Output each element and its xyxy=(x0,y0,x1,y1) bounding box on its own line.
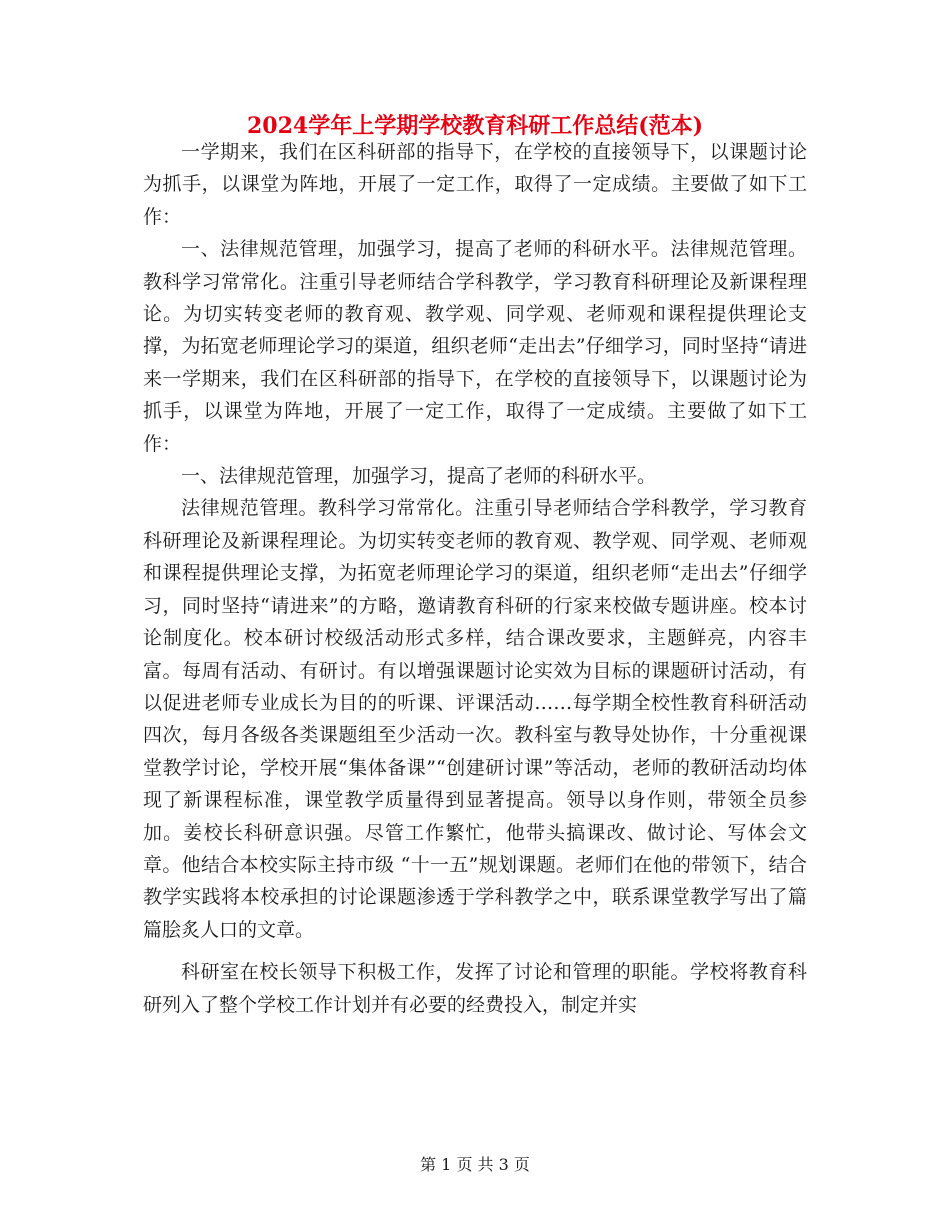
document-title: 2024学年上学期学校教育科研工作总结(范本) xyxy=(246,113,704,139)
page-number-footer: 第 1 页 共 3 页 xyxy=(420,1155,530,1174)
paragraph-intro: 一学期来，我们在区科研部的指导下，在学校的直接领导下，以课题讨论为抓手，以课堂为阵地，开展了一定工作，取得了一定成绩。主要做了如下工作： xyxy=(143,141,807,228)
paragraph-research-office: 科研室在校长领导下积极工作，发挥了讨论和管理的职能。学校将教育科研列入了整个学校工作计划并有必要的经费投入，制定并实 xyxy=(143,961,807,1016)
paragraph-management: 法律规范管理。教科学习常常化。注重引导老师结合学科教学，学习教育科研理论及新课程理论。为切实转变老师的教育观、教学观、同学观、老师观和课程提供理论支撑，为拓宽老师理论学习的渠道，组织老师“走出去”仔细学习，同时坚持“请进来”的方略，邀请教育科研的行家来校做专题讲座。校本讨论制度化。校本研讨校级活动形式多样，结合课改要求，主题鲜亮，内容丰富。每周有活动、有研讨。有以增强课题讨论实效为目标的课题研讨活动，有以促进老师专业成长为目的的听课、评课活动……每学期全校性教育科研活动四次，每月各级各类课题组至少活动一次。教科室与教导处协作，十分重视课堂教学讨论，学校开展“集体备课”“创建研讨课”等活动，老师的教研活动均体现了新课程标准，课堂教学质量得到显著提高。领导以身作则，带领全员参加。姜校长科研意识强。尽管工作繁忙，他带头搞课改、做讨论、写体会文章。他结合本校实际主持市级 “十一五”规划课题。老师们在他的带领下，结合教学实践将本校承担的讨论课题渗透于学科教学之中，联系课堂教学写出了篇篇脍炙人口的文章。 xyxy=(143,497,807,941)
document-body xyxy=(143,136,807,1021)
paragraph-section-one-heading: 一、法律规范管理，加强学习，提高了老师的科研水平。 xyxy=(181,465,657,488)
paragraph-section-one: 一、法律规范管理，加强学习，提高了老师的科研水平。法律规范管理。教科学习常常化。注重引导老师结合学科教学，学习教育科研理论及新课程理论。为切实转变老师的教育观、教学观、同学观、老师观和课程提供理论支撑，为拓宽老师理论学习的渠道，组织老师“走出去”仔细学习，同时坚持“请进来一学期来，我们在区科研部的指导下，在学校的直接领导下，以课题讨论为抓手，以课堂为阵地，开展了一定工作，取得了一定成绩。主要做了如下工作： xyxy=(143,238,807,455)
